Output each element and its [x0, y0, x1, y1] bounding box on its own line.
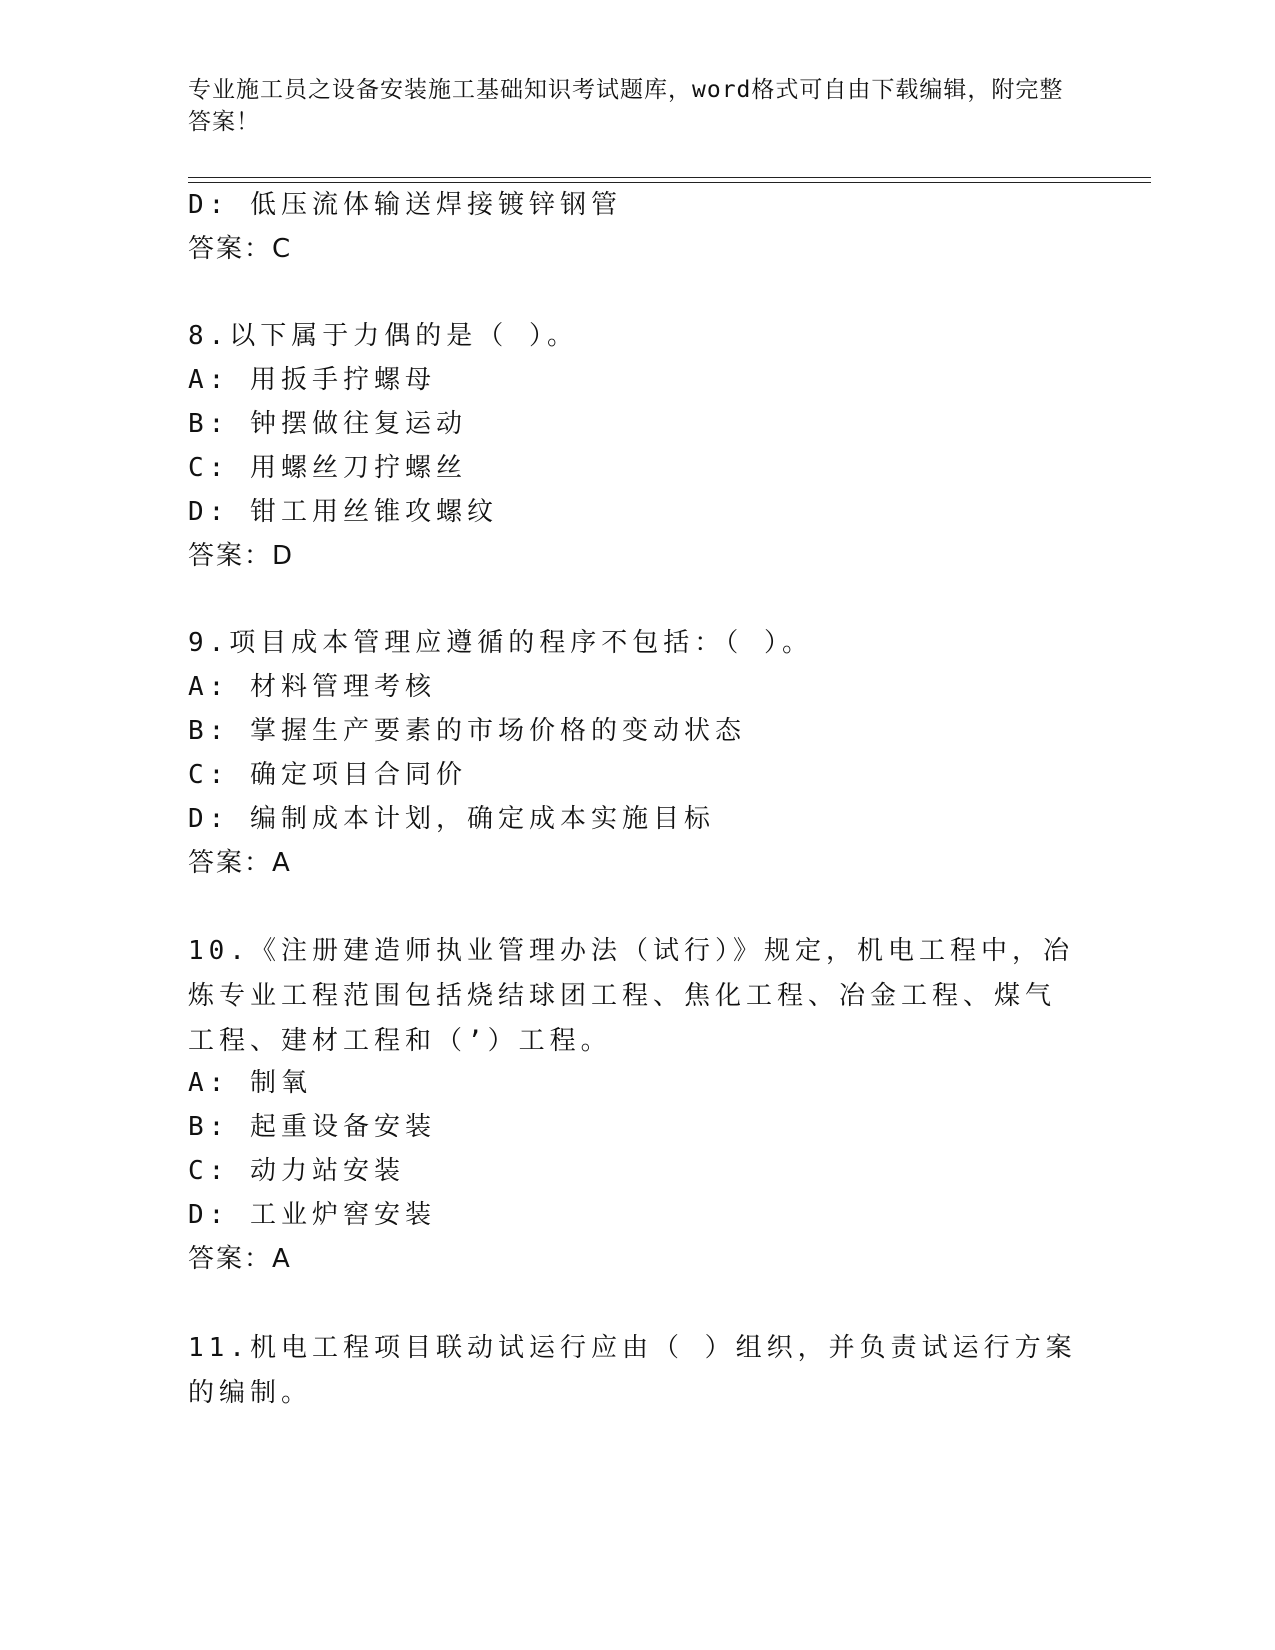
q8-question: 8.以下属于力偶的是（ ）。	[188, 321, 578, 351]
header-rule-bottom	[188, 182, 1151, 183]
q9-question: 9.项目成本管理应遵循的程序不包括：（ ）。	[188, 628, 813, 658]
q8-option-b: B: 钟摆做往复运动	[188, 409, 467, 439]
q10-option-a: A: 制氧	[188, 1068, 312, 1098]
q9-answer: 答案：A	[188, 848, 292, 878]
q9-option-a: A: 材料管理考核	[188, 672, 436, 702]
q8-option-c: C: 用螺丝刀拧螺丝	[188, 453, 467, 483]
q9-option-b: B: 掌握生产要素的市场价格的变动状态	[188, 716, 746, 746]
q10-option-c: C: 动力站安装	[188, 1156, 405, 1186]
q10-option-b: B: 起重设备安装	[188, 1112, 436, 1142]
q8-option-d: D: 钳工用丝锥攻螺纹	[188, 497, 498, 527]
q9-option-c: C: 确定项目合同价	[188, 760, 467, 790]
q10-question: 10.《注册建造师执业管理办法（试行）》规定，机电工程中，冶炼专业工程范围包括烧结球团工程、焦化工程、冶金工程、煤气工程、建材工程和（’）工程。	[188, 936, 1074, 1056]
q10-answer: 答案：A	[188, 1244, 292, 1274]
q8-option-a: A: 用扳手拧螺母	[188, 365, 436, 395]
prev-option-d: D: 低压流体输送焊接镀锌钢管	[188, 190, 622, 220]
prev-answer: 答案：C	[188, 234, 293, 264]
q11-question: 11.机电工程项目联动试运行应由（ ）组织，并负责试运行方案的编制。	[188, 1333, 1077, 1408]
q9-option-d: D: 编制成本计划，确定成本实施目标	[188, 804, 715, 834]
document-header: 专业施工员之设备安装施工基础知识考试题库，word格式可自由下载编辑，附完整答案！	[188, 77, 1064, 135]
q10-option-d: D: 工业炉窖安装	[188, 1200, 436, 1230]
header-rule-top	[188, 177, 1151, 178]
q8-answer: 答案：D	[188, 541, 295, 571]
